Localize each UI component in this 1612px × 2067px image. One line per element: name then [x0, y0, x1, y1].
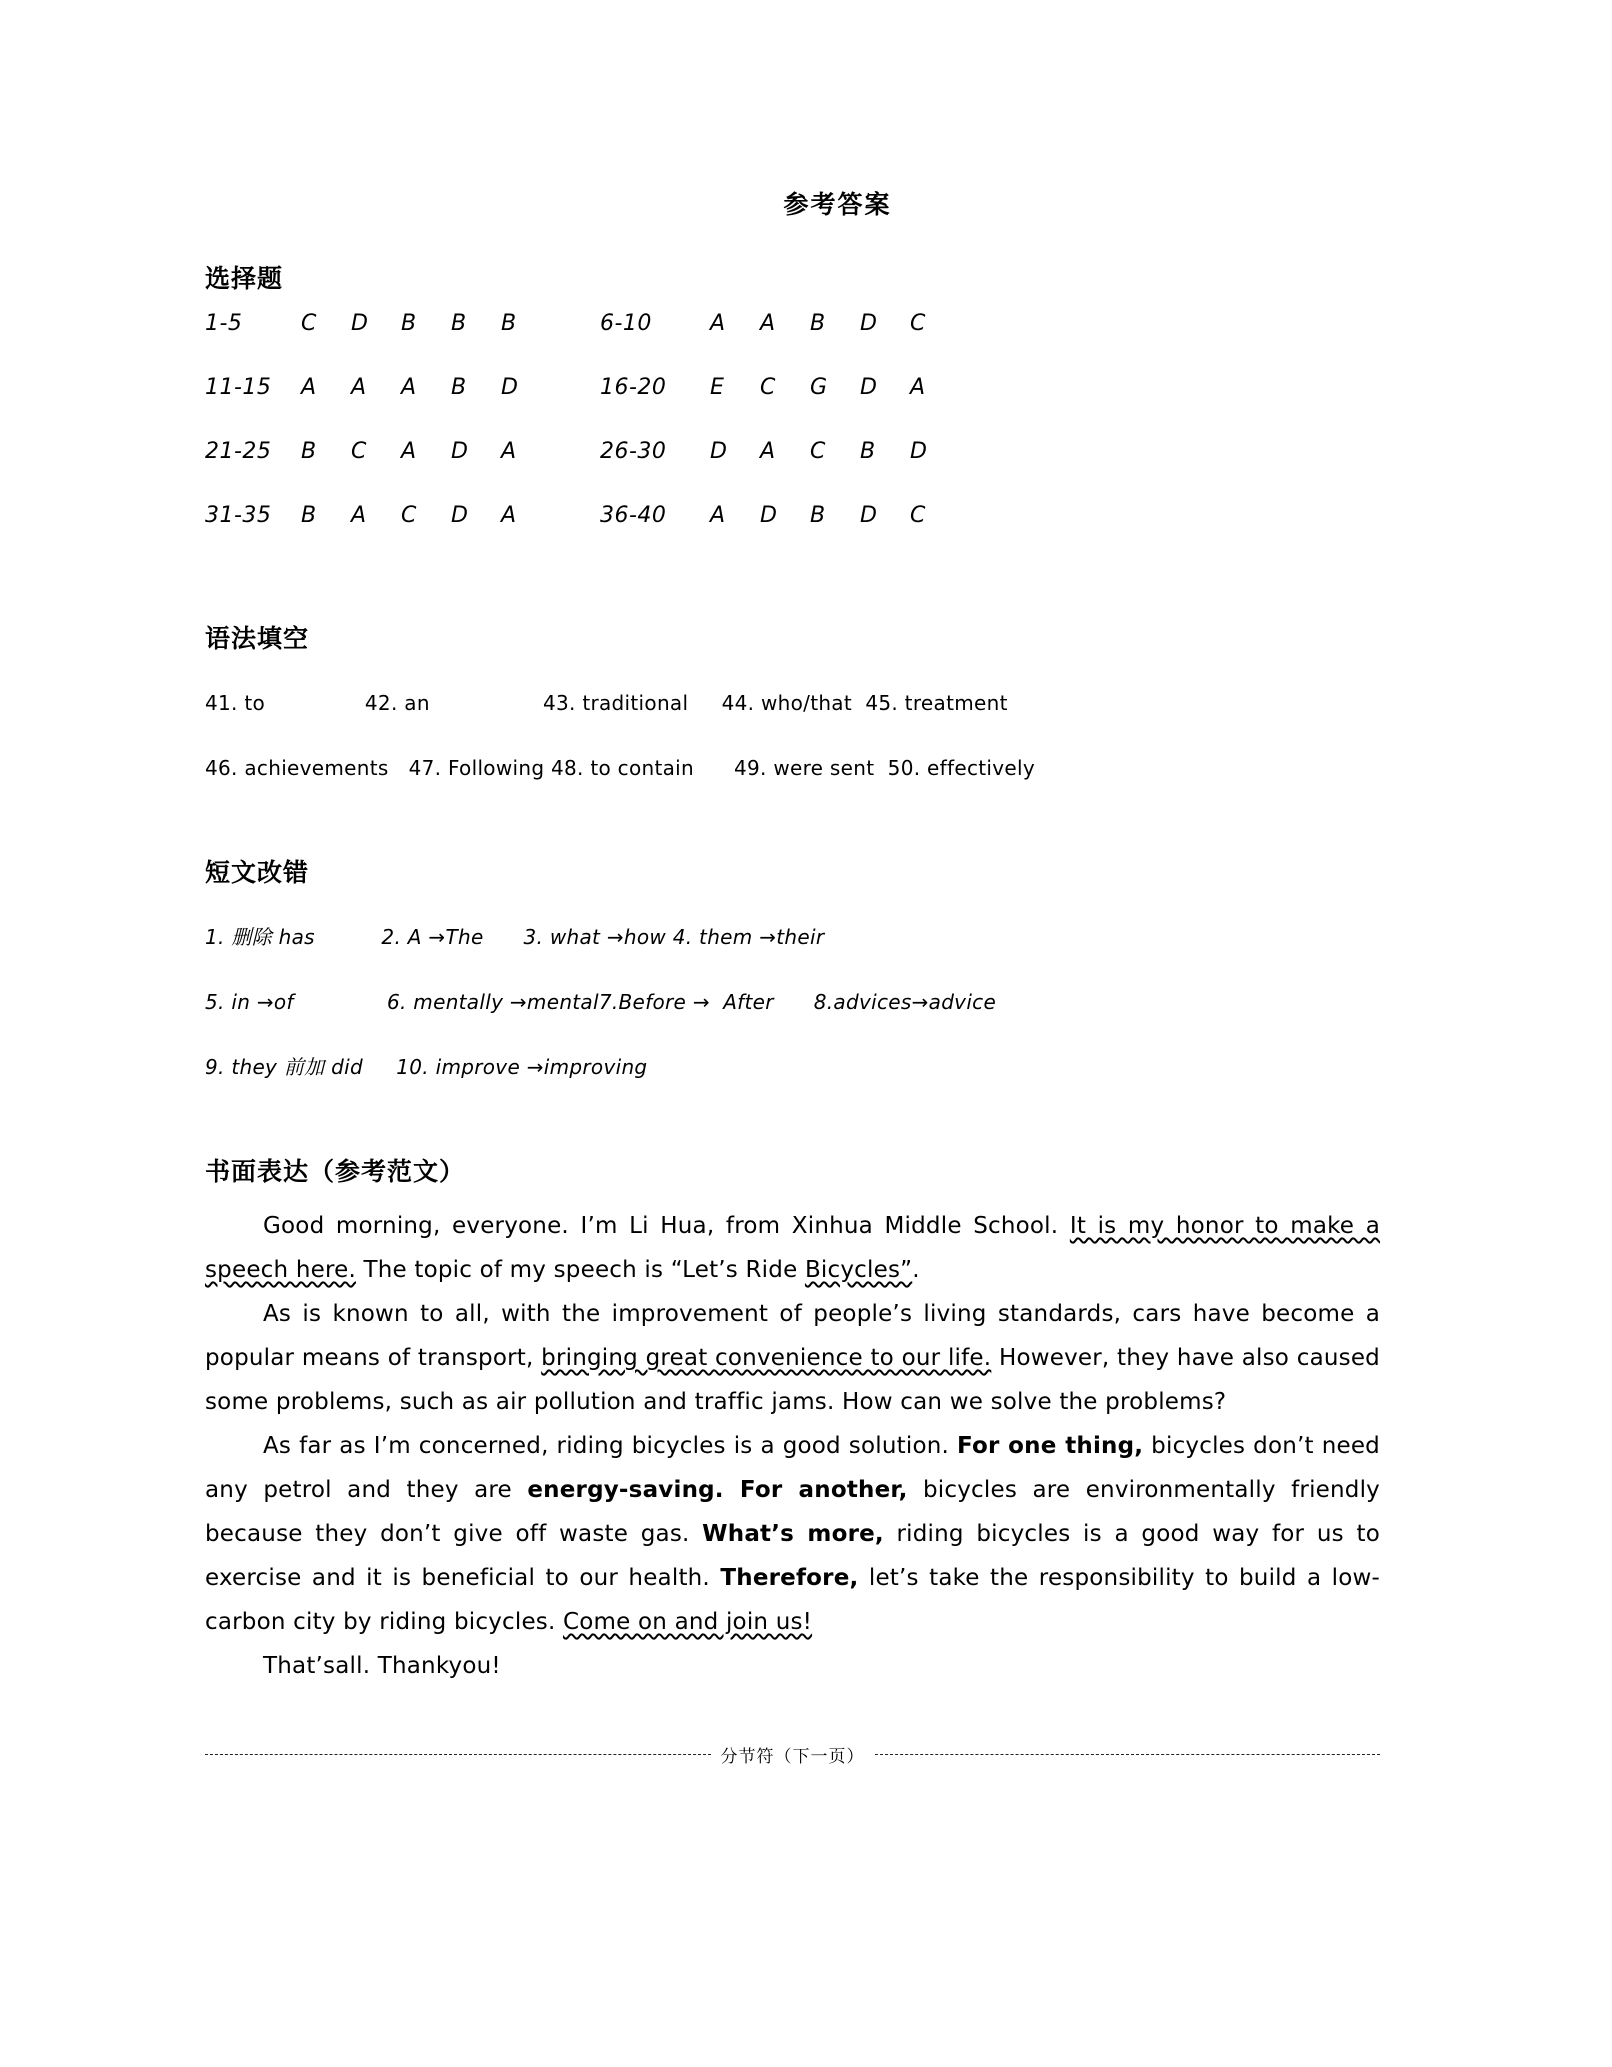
- table-row: [205, 311, 1380, 375]
- mcq-answer: B: [860, 439, 876, 464]
- essay-paragraph-4: That’sall. Thankyou!: [263, 1653, 501, 1679]
- essay-text: As is known to all, with the improvement of people’s living standards, cars have become a popular means of transport,: [205, 1301, 1380, 1371]
- essay-body: [205, 1204, 1380, 1688]
- essay-text: bicycles don’t need any petrol and they are: [205, 1433, 1380, 1503]
- mcq-answer: D: [710, 439, 727, 464]
- mcq-group-left: [205, 439, 600, 464]
- grammar-answers-line-2: 46. achievements 47. Following 48. to contain 49. were sent 50. effectively: [205, 756, 1035, 780]
- essay-text-wavy: bringing great convenience to our life.: [541, 1345, 992, 1371]
- essay-paragraph-1: [205, 1204, 1380, 1292]
- page-title: 参考答案: [783, 190, 892, 219]
- mcq-answer: B: [810, 311, 826, 336]
- essay-text: bicycles are environmentally friendly because they don’t give off waste gas.: [205, 1477, 1380, 1547]
- mcq-range-label: 36-40: [600, 503, 667, 528]
- mcq-answer: A: [501, 439, 517, 464]
- mcq-range-label: 6-10: [600, 311, 652, 336]
- mcq-group-left: [205, 503, 600, 528]
- table-row: [205, 439, 1380, 503]
- mcq-range-label: 31-35: [205, 503, 272, 528]
- mcq-answer: D: [760, 503, 777, 528]
- separator-dash-right: [875, 1754, 1381, 1755]
- essay-text-wavy: It is my honor to make a speech here.: [205, 1213, 1381, 1283]
- section-break-separator: [205, 1742, 1380, 1767]
- mcq-answer: D: [451, 439, 468, 464]
- mcq-answer: D: [351, 311, 368, 336]
- section-heading-correction: 短文改错: [205, 858, 310, 887]
- grammar-answers-line-1: 41. to 42. an 43. traditional 44. who/that 45. treatment: [205, 691, 1008, 715]
- mcq-answer: A: [351, 503, 367, 528]
- mcq-answer: B: [451, 375, 467, 400]
- mcq-range-label: 11-15: [205, 375, 272, 400]
- essay-text: However, they have also caused some problems, such as air pollution and traffic jams. How can we solve the problems?: [205, 1345, 1380, 1415]
- essay-text: The topic of my speech is “Let’s Ride: [355, 1257, 805, 1283]
- mcq-range-label: 21-25: [205, 439, 272, 464]
- mcq-group-right: [600, 375, 1020, 400]
- mcq-answer: C: [760, 375, 776, 400]
- mcq-answer: A: [301, 375, 317, 400]
- mcq-answer: B: [301, 503, 317, 528]
- section-heading-grammar: 语法填空: [205, 624, 310, 653]
- mcq-answer-grid: [205, 311, 1380, 567]
- mcq-group-right: [600, 311, 1020, 336]
- essay-text: .: [912, 1257, 920, 1283]
- table-row: [205, 503, 1380, 567]
- mcq-answer: D: [860, 503, 877, 528]
- mcq-group-right: [600, 503, 1020, 528]
- essay-text-bold: For one thing,: [956, 1433, 1144, 1459]
- essay-text-bold: energy-saving. For another,: [527, 1477, 908, 1503]
- correction-answers-line-3: 9. they 前加 did 10. improve →improving: [205, 1055, 648, 1079]
- essay-text: As far as I’m concerned, riding bicycles is a good solution.: [263, 1433, 957, 1459]
- essay-text: Good morning, everyone. I’m Li Hua, from Xinhua Middle School.: [263, 1213, 1070, 1239]
- mcq-answer: D: [451, 503, 468, 528]
- mcq-range-label: 26-30: [600, 439, 667, 464]
- separator-label: 分节符（下一页）: [720, 1747, 865, 1767]
- mcq-answer: A: [760, 439, 776, 464]
- mcq-answer: B: [451, 311, 467, 336]
- mcq-answer: C: [301, 311, 317, 336]
- separator-dash-left: [205, 1754, 711, 1755]
- mcq-answer: A: [401, 439, 417, 464]
- mcq-answer: D: [860, 311, 877, 336]
- mcq-range-label: 16-20: [600, 375, 667, 400]
- essay-paragraph-3: [205, 1424, 1380, 1644]
- mcq-answer: A: [710, 503, 726, 528]
- mcq-answer: E: [710, 375, 724, 400]
- section-heading-essay: 书面表达（参考范文）: [205, 1157, 466, 1186]
- essay-text-wavy: Bicycles”: [804, 1257, 913, 1283]
- document-content: [205, 185, 1380, 1688]
- mcq-answer: C: [401, 503, 417, 528]
- mcq-group-right: [600, 439, 1020, 464]
- section-heading-mcq: 选择题: [205, 264, 284, 293]
- table-row: [205, 375, 1380, 439]
- essay-text-bold: What’s more,: [702, 1521, 884, 1547]
- correction-answers-line-2: 5. in →of 6. mentally →mental7.Before → After 8.advices→advice: [205, 990, 997, 1014]
- mcq-answer: C: [910, 503, 926, 528]
- mcq-answer: B: [301, 439, 317, 464]
- mcq-answer: A: [501, 503, 517, 528]
- mcq-answer: D: [910, 439, 927, 464]
- mcq-answer: B: [810, 503, 826, 528]
- mcq-answer: C: [351, 439, 367, 464]
- mcq-answer: B: [501, 311, 517, 336]
- mcq-answer: C: [910, 311, 926, 336]
- correction-answers-line-1: 1. 删除 has 2. A →The 3. what →how 4. them →their: [205, 925, 825, 949]
- mcq-answer: A: [910, 375, 926, 400]
- mcq-range-label: 1-5: [205, 311, 243, 336]
- mcq-answer: G: [810, 375, 828, 400]
- essay-text-wavy: Come on and join us!: [563, 1609, 813, 1635]
- mcq-answer: B: [401, 311, 417, 336]
- mcq-answer: A: [351, 375, 367, 400]
- mcq-answer: A: [710, 311, 726, 336]
- mcq-answer: A: [760, 311, 776, 336]
- mcq-group-left: [205, 375, 600, 400]
- essay-text-bold: Therefore,: [720, 1565, 859, 1591]
- essay-text: let’s take the responsibility to build a low-carbon city by riding bicycles.: [205, 1565, 1381, 1635]
- mcq-answer: D: [860, 375, 877, 400]
- essay-paragraph-2: [205, 1292, 1380, 1424]
- mcq-answer: A: [401, 375, 417, 400]
- essay-text: riding bicycles is a good way for us to exercise and it is beneficial to our health.: [205, 1521, 1380, 1591]
- mcq-answer: C: [810, 439, 826, 464]
- mcq-group-left: [205, 311, 600, 336]
- mcq-answer: D: [501, 375, 518, 400]
